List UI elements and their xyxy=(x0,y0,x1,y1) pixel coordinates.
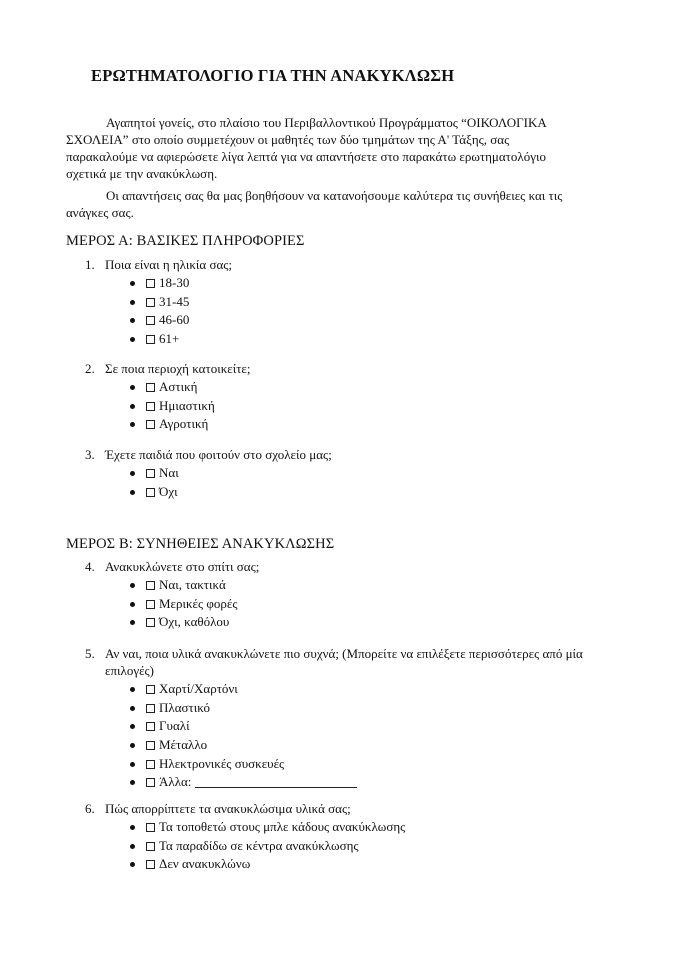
section-heading-part-a: ΜΕΡΟΣ Α: ΒΑΣΙΚΕΣ ΠΛΗΡΟΦΟΡΙΕΣ xyxy=(66,233,305,249)
bullet-icon xyxy=(130,844,135,849)
option-list xyxy=(66,464,614,501)
intro-paragraph: Αγαπητοί γονείς, στο πλαίσιο του Περιβαλλοντικού Προγράμματος “ΟΙΚΟΛΟΓΙΚΑ ΣΧΟΛΕΙΑ” στο οποίο συμμετέχουν οι μαθητές των δύο τμημάτων της Α' Τάξης, σας παρακαλούμε να αφιερώσετε λίγα λεπτά για να απαντήσετε στο παρακάτω ερωτηματολόγιο σχετικά με την ανακύκλωση. xyxy=(66,115,547,181)
question-3 xyxy=(66,446,614,501)
checkbox-icon[interactable] xyxy=(146,741,155,750)
bullet-icon xyxy=(130,583,135,588)
question-number: 5. xyxy=(85,646,95,661)
option-label: 31-45 xyxy=(159,293,190,309)
bullet-icon xyxy=(130,620,135,625)
option-label: Αγροτική xyxy=(159,416,209,432)
option-list xyxy=(66,274,614,349)
option-label: Όχι xyxy=(159,483,178,499)
bullet-icon xyxy=(130,422,135,427)
question-label: Σε ποια περιοχή κατοικείτε; xyxy=(105,361,251,376)
option-item[interactable] xyxy=(66,699,614,718)
checkbox-icon[interactable] xyxy=(146,618,155,627)
option-label: Άλλα: xyxy=(159,774,192,790)
option-item[interactable] xyxy=(66,736,614,755)
checkbox-icon[interactable] xyxy=(146,860,155,869)
question-number: 2. xyxy=(85,361,95,376)
question-label: Ποια είναι η ηλικία σας; xyxy=(105,257,233,272)
intro-text xyxy=(66,114,584,226)
bullet-icon xyxy=(130,404,135,409)
option-item[interactable] xyxy=(66,397,614,416)
bullet-icon xyxy=(130,687,135,692)
question-number: 3. xyxy=(85,447,95,462)
option-item[interactable] xyxy=(66,274,614,293)
question-5 xyxy=(66,645,614,792)
bullet-icon xyxy=(130,602,135,607)
option-label: Ναι xyxy=(159,465,179,480)
checkbox-icon[interactable] xyxy=(146,704,155,713)
question-4 xyxy=(66,558,614,632)
checkbox-icon[interactable] xyxy=(146,600,155,609)
option-item[interactable] xyxy=(66,415,614,434)
intro-paragraph: Οι απαντήσεις σας θα μας βοηθήσουν να κατανοήσουμε καλύτερα τις συνήθειες και τις ανάγκες σας. xyxy=(66,188,563,220)
checkbox-icon[interactable] xyxy=(146,760,155,769)
option-label: Ημιαστική xyxy=(159,397,215,413)
option-label: Όχι, καθόλου xyxy=(159,614,230,630)
option-item[interactable] xyxy=(66,293,614,312)
checkbox-icon[interactable] xyxy=(146,778,155,787)
other-text-field[interactable] xyxy=(195,775,357,788)
checkbox-icon[interactable] xyxy=(146,823,155,832)
option-label: Αστική xyxy=(159,379,198,394)
question-text xyxy=(66,256,614,273)
checkbox-icon[interactable] xyxy=(146,722,155,731)
option-label: Μερικές φορές xyxy=(159,595,238,611)
checkbox-icon[interactable] xyxy=(146,842,155,851)
checkbox-icon[interactable] xyxy=(146,420,155,429)
checkbox-icon[interactable] xyxy=(146,402,155,411)
section-heading-part-b: ΜΕΡΟΣ Β: ΣΥΝΗΘΕΙΕΣ ΑΝΑΚΥΚΛΩΣΗΣ xyxy=(66,536,335,552)
bullet-icon xyxy=(130,825,135,830)
document-title: ΕΡΩΤΗΜΑΤΟΛΟΓΙΟ ΓΙΑ ΤΗΝ ΑΝΑΚΥΚΛΩΣΗ xyxy=(91,66,455,85)
question-text xyxy=(66,645,614,679)
bullet-icon xyxy=(130,862,135,867)
option-label: Πλαστικό xyxy=(159,699,210,715)
question-label: Ανακυκλώνετε στο σπίτι σας; xyxy=(105,559,260,574)
option-item[interactable] xyxy=(66,755,614,774)
option-item[interactable] xyxy=(66,330,614,349)
checkbox-icon[interactable] xyxy=(146,488,155,497)
option-label: Χαρτί/Χαρτόνι xyxy=(159,681,238,696)
bullet-icon xyxy=(130,724,135,729)
question-number: 6. xyxy=(85,801,95,816)
option-label: 46-60 xyxy=(159,312,190,328)
bullet-icon xyxy=(130,318,135,323)
checkbox-icon[interactable] xyxy=(146,279,155,288)
bullet-icon xyxy=(130,385,135,390)
option-item[interactable] xyxy=(66,311,614,330)
question-text xyxy=(66,446,614,463)
option-item[interactable] xyxy=(66,378,614,397)
option-label: 18-30 xyxy=(159,275,190,290)
option-item[interactable] xyxy=(66,855,614,874)
question-1 xyxy=(66,256,614,349)
bullet-icon xyxy=(130,281,135,286)
bullet-icon xyxy=(130,706,135,711)
option-label: Μέταλλο xyxy=(159,737,208,753)
checkbox-icon[interactable] xyxy=(146,298,155,307)
option-item[interactable] xyxy=(66,464,614,483)
question-number: 1. xyxy=(85,257,95,272)
option-list xyxy=(66,576,614,632)
bullet-icon xyxy=(130,337,135,342)
question-number: 4. xyxy=(85,559,95,574)
checkbox-icon[interactable] xyxy=(146,316,155,325)
checkbox-icon[interactable] xyxy=(146,335,155,344)
option-item[interactable] xyxy=(66,773,614,792)
option-label: Τα παραδίδω σε κέντρα ανακύκλωσης xyxy=(159,837,359,853)
checkbox-icon[interactable] xyxy=(146,581,155,590)
option-label: Γυαλί xyxy=(159,718,190,734)
bullet-icon xyxy=(130,743,135,748)
bullet-icon xyxy=(130,300,135,305)
question-text xyxy=(66,800,614,817)
question-label: Πώς απορρίπτετε τα ανακυκλώσιμα υλικά σας; xyxy=(105,801,351,816)
question-label: Αν ναι, ποια υλικά ανακυκλώνετε πιο συχνά; (Μπορείτε να επιλέξετε περισσότερες από μία επιλογές) xyxy=(105,646,583,678)
bullet-icon xyxy=(130,490,135,495)
question-label: Έχετε παιδιά που φοιτούν στο σχολείο μας; xyxy=(105,447,332,462)
bullet-icon xyxy=(130,780,135,785)
question-6 xyxy=(66,800,614,874)
option-item[interactable] xyxy=(66,680,614,699)
question-text xyxy=(66,558,614,575)
option-label: Ναι, τακτικά xyxy=(159,577,226,592)
option-item[interactable] xyxy=(66,818,614,837)
checkbox-icon[interactable] xyxy=(146,469,155,478)
option-label: Τα τοποθετώ στους μπλε κάδους ανακύκλωσης xyxy=(159,819,406,834)
option-item[interactable] xyxy=(66,717,614,736)
option-item[interactable] xyxy=(66,483,614,502)
bullet-icon xyxy=(130,471,135,476)
question-2 xyxy=(66,360,614,434)
bullet-icon xyxy=(130,762,135,767)
option-label: 61+ xyxy=(159,331,180,347)
option-item[interactable] xyxy=(66,837,614,856)
option-list xyxy=(66,378,614,434)
option-list xyxy=(66,680,614,792)
question-text xyxy=(66,360,614,377)
option-item[interactable] xyxy=(66,613,614,632)
option-item[interactable] xyxy=(66,595,614,614)
option-item[interactable] xyxy=(66,576,614,595)
option-label: Ηλεκτρονικές συσκευές xyxy=(159,755,285,771)
checkbox-icon[interactable] xyxy=(146,685,155,694)
option-label: Δεν ανακυκλώνω xyxy=(159,856,251,872)
option-list xyxy=(66,818,614,874)
checkbox-icon[interactable] xyxy=(146,383,155,392)
